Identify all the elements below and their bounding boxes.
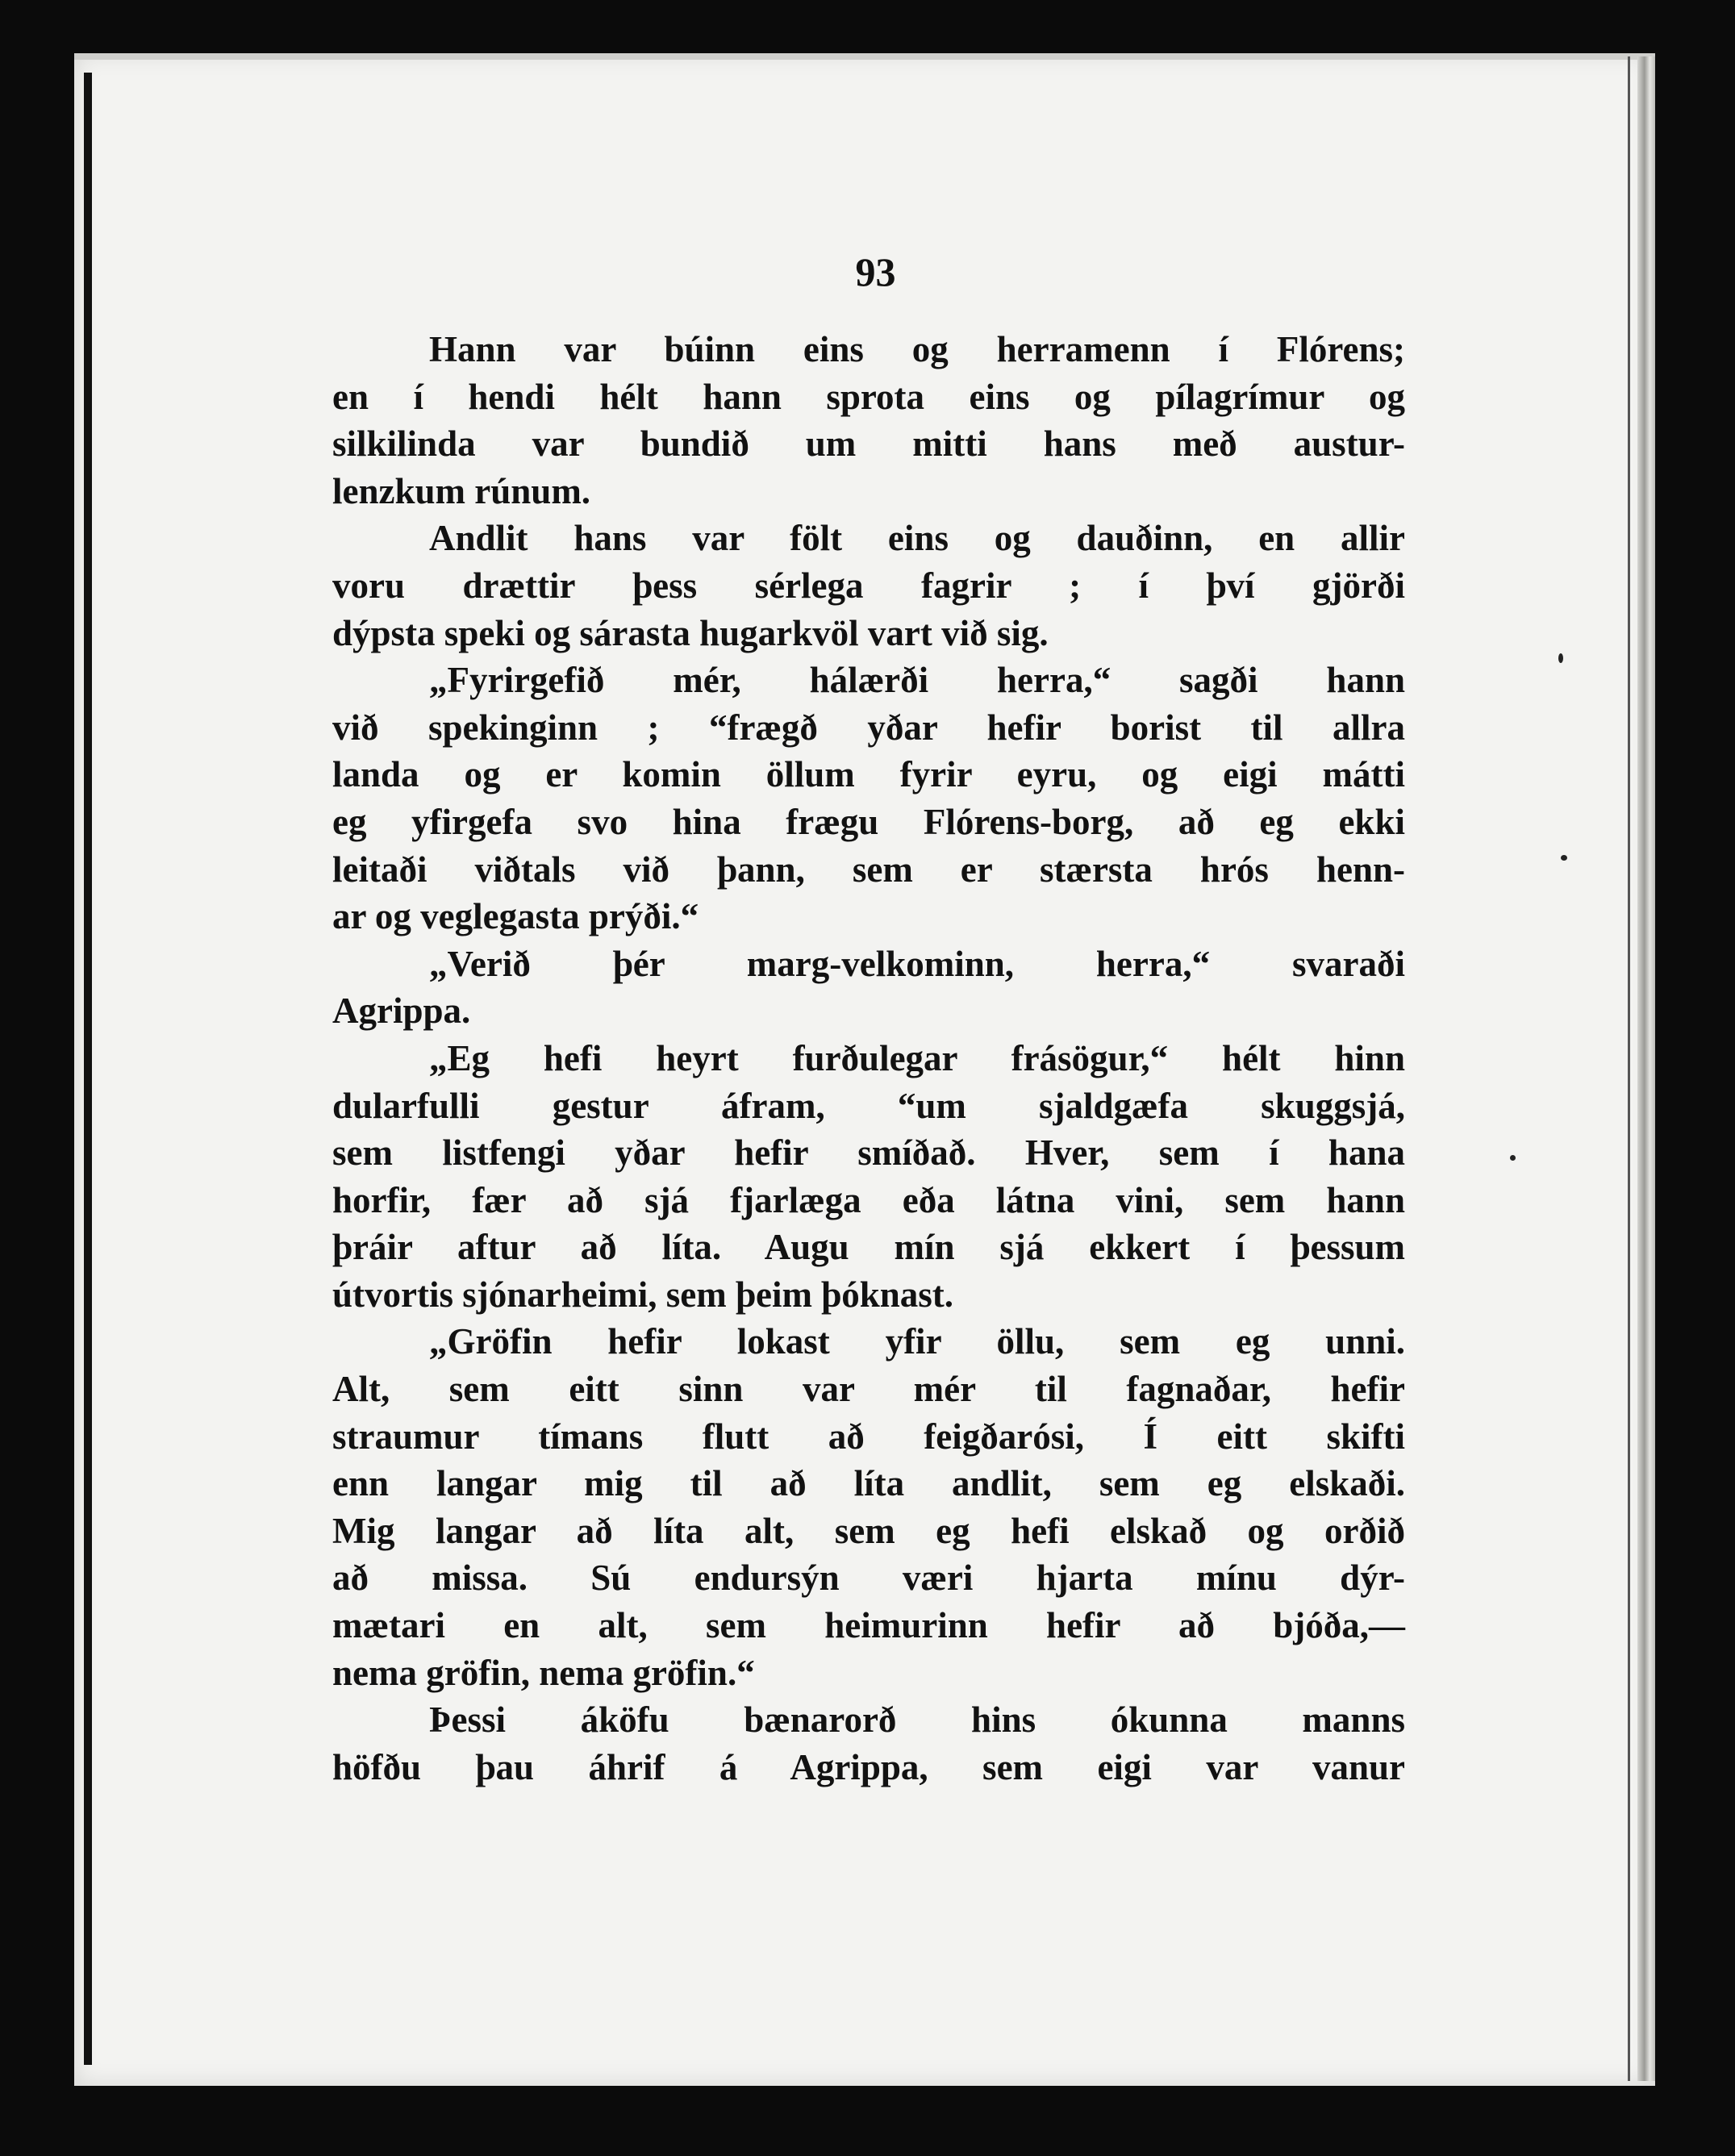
text-line: mætari en alt, sem heimurinn hefir að bjóða,— <box>332 1605 1405 1646</box>
text-line: ar og veglegasta prýði.“ <box>332 896 699 937</box>
text-line: „Fyrirgefið mér, hálærði herra,“ sagði hann <box>429 660 1405 701</box>
text-line: dularfulli gestur áfram, “um sjaldgæfa skuggsjá, <box>332 1085 1405 1126</box>
gutter-shadow <box>84 73 92 2065</box>
text-line: landa og er komin öllum fyrir eyru, og eigi mátti <box>332 754 1405 795</box>
page-right-edge-line <box>1628 56 1630 2081</box>
text-line: silkilinda var bundið um mitti hans með austur- <box>332 423 1405 465</box>
text-line: að missa. Sú endursýn væri hjarta mínu dýr- <box>332 1558 1405 1599</box>
text-line: dýpsta speki og sárasta hugarkvöl vart við sig. <box>332 612 1049 653</box>
text-line: en í hendi hélt hann sprota eins og pílagrímur og <box>332 376 1405 417</box>
text-line: Mig langar að líta alt, sem eg hefi elskað og orðið <box>332 1510 1405 1551</box>
text-line: Hann var búinn eins og herramenn í Flórens; <box>429 329 1405 369</box>
text-line: Alt, sem eitt sinn var mér til fagnaðar, hefir <box>332 1369 1405 1410</box>
text-line: „Verið þér marg-velkominn, herra,“ svaraði <box>429 943 1405 984</box>
page-number: 93 <box>855 249 896 294</box>
scan-speck <box>1510 1155 1516 1161</box>
scan-speck <box>1561 855 1567 861</box>
text-line: „Gröfin hefir lokast yfir öllu, sem eg unni. <box>429 1321 1405 1362</box>
text-line: Þessi áköfu bænarorð hins ókunna manns <box>429 1699 1405 1741</box>
text-line: Andlit hans var fölt eins og dauðinn, en allir <box>429 518 1405 559</box>
body-text <box>332 326 1405 1791</box>
text-line: nema gröfin, nema gröfin.“ <box>332 1652 755 1693</box>
text-line: eg yfirgefa svo hina frægu Flórens-borg, að eg ekki <box>332 801 1405 842</box>
scan-speck <box>1558 653 1563 663</box>
text-line: við spekinginn ; “frægð yðar hefir borist til allra <box>332 707 1405 748</box>
text-line: Agrippa. <box>332 990 471 1032</box>
page-stack-edge <box>1637 56 1655 2081</box>
text-line: voru drættir þess sérlega fagrir ; í því gjörði <box>332 565 1405 606</box>
text-line: höfðu þau áhrif á Agrippa, sem eigi var vanur <box>332 1746 1405 1787</box>
text-line: lenzkum rúnum. <box>332 470 591 511</box>
text-line: horfir, fær að sjá fjarlæga eða látna vini, sem hann <box>332 1179 1405 1220</box>
text-line: „Eg hefi heyrt furðulegar frásögur,“ hélt hinn <box>429 1037 1405 1078</box>
page-top-edge <box>74 53 1655 60</box>
text-line: sem listfengi yðar hefir smíðað. Hver, sem í hana <box>332 1132 1405 1174</box>
text-line: þráir aftur að líta. Augu mín sjá ekkert í þessum <box>332 1227 1405 1268</box>
text-line: leitaði viðtals við þann, sem er stærsta hrós henn- <box>332 849 1405 890</box>
text-line: enn langar mig til að líta andlit, sem eg elskaði. <box>332 1463 1405 1504</box>
text-line: útvortis sjónarheimi, sem þeim þóknast. <box>332 1274 954 1315</box>
text-line: straumur tímans flutt að feigðarósi, Í eitt skifti <box>332 1416 1405 1457</box>
